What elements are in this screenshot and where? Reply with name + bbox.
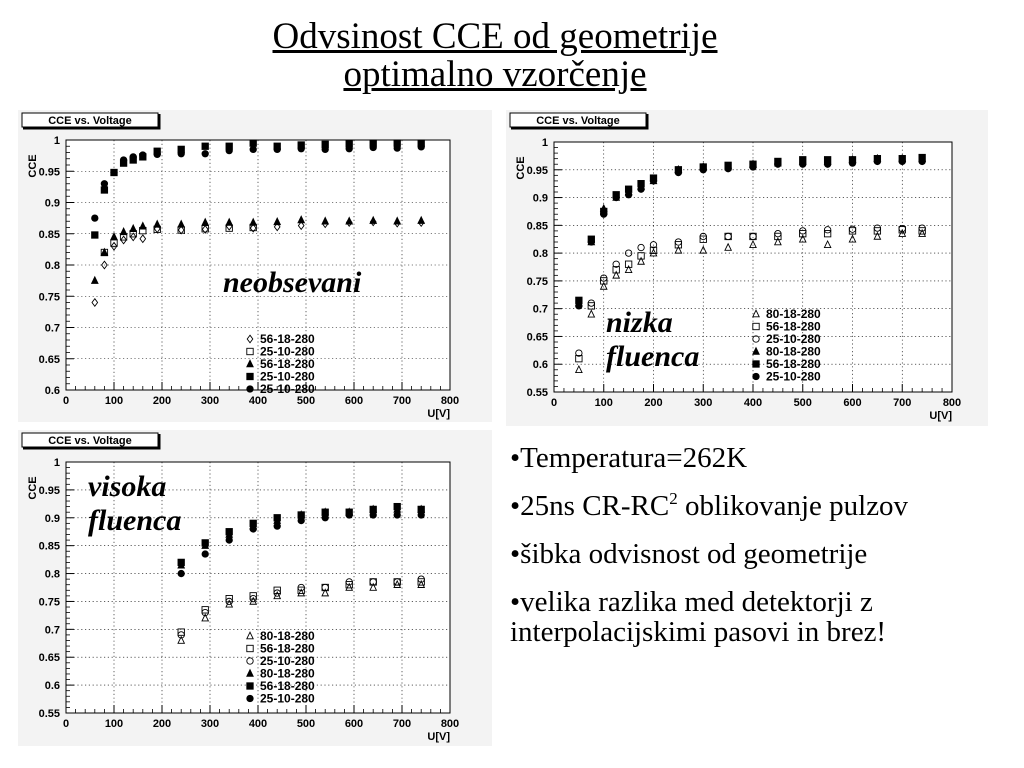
cce-chart-nizka-fluenca — [506, 110, 988, 426]
x-tick-label: 100 — [104, 395, 124, 407]
bullet-shaping-sup: 2 — [669, 489, 678, 508]
legend-marker — [247, 695, 253, 701]
data-point — [178, 559, 184, 565]
y-tick-label: 0.7 — [44, 322, 60, 335]
bullet-geometry: •šibka odvisnost od geometrije — [510, 538, 868, 570]
data-point — [370, 512, 376, 518]
data-point — [394, 145, 400, 151]
chart-title: CCE vs. Voltage — [48, 435, 132, 447]
x-tick-label: 500 — [296, 718, 316, 730]
data-point — [274, 146, 280, 152]
data-point — [725, 165, 731, 171]
x-tick-label: 200 — [152, 395, 172, 407]
data-point — [202, 151, 208, 157]
chart-annotation: neobsevani — [223, 266, 362, 299]
data-point — [130, 154, 136, 160]
data-point — [274, 515, 280, 521]
legend-marker — [247, 373, 253, 379]
y-tick-label: 0.8 — [44, 260, 60, 272]
x-tick-label: 800 — [440, 395, 460, 407]
data-point — [322, 515, 328, 521]
x-tick-label: 300 — [200, 395, 220, 407]
y-axis-label: CCE — [27, 154, 39, 178]
data-point — [250, 526, 256, 532]
y-axis-label: CCE — [27, 476, 39, 500]
data-point — [775, 161, 781, 167]
data-point — [800, 161, 806, 167]
x-tick-label: 600 — [344, 718, 364, 730]
y-tick-label: 0.85 — [526, 220, 548, 233]
data-point — [370, 144, 376, 150]
x-tick-label: 300 — [694, 397, 713, 409]
y-tick-label: 0.9 — [44, 197, 60, 210]
x-tick-label: 500 — [296, 395, 316, 407]
data-point — [322, 146, 328, 152]
y-tick-label: 0.6 — [532, 359, 548, 372]
data-point — [588, 239, 594, 245]
chart-panel-nizka-fluenca — [506, 110, 988, 426]
data-point — [675, 169, 681, 175]
y-tick-label: 0.65 — [38, 652, 60, 665]
data-point — [140, 152, 146, 158]
bullet-shaping — [510, 491, 990, 521]
x-tick-label: 800 — [942, 397, 962, 409]
y-tick-label: 0.7 — [532, 303, 548, 316]
data-point — [111, 169, 117, 175]
legend-label: 80-18-280 — [766, 344, 821, 359]
legend-label: 80-18-280 — [766, 307, 821, 321]
x-tick-label: 500 — [793, 397, 812, 409]
y-tick-label: 0.55 — [38, 708, 60, 720]
legend-label: 56-18-280 — [260, 679, 315, 693]
y-tick-label: 0.75 — [38, 291, 60, 304]
x-tick-label: 0 — [62, 395, 70, 407]
x-tick-label: 400 — [248, 718, 268, 730]
data-point — [202, 551, 208, 557]
slide-title-line2: optimalno vzorčenje — [343, 54, 647, 95]
data-point — [394, 503, 400, 509]
cce-chart-visoka-fluenca — [18, 430, 492, 746]
data-point — [418, 512, 424, 518]
data-point — [202, 540, 208, 546]
data-point — [576, 303, 582, 309]
chart-annotation: visoka — [88, 470, 167, 503]
x-tick-label: 700 — [893, 397, 912, 409]
chart-title: CCE vs. Voltage — [536, 115, 620, 127]
y-tick-label: 0.8 — [532, 248, 548, 261]
legend-label: 56-18-280 — [766, 357, 821, 371]
legend-label: 25-10-280 — [260, 344, 315, 359]
y-tick-label: 0.95 — [38, 484, 60, 497]
data-point — [226, 529, 232, 535]
data-point — [154, 151, 160, 157]
data-point — [120, 157, 126, 163]
chart-title: CCE vs. Voltage — [48, 115, 132, 127]
legend-label: 25-10-280 — [766, 369, 821, 384]
bullet-shaping-text: •25ns CR-RC — [510, 490, 670, 522]
x-tick-label: 0 — [62, 718, 70, 730]
y-tick-label: 0.75 — [38, 596, 60, 609]
legend-label: 25-10-280 — [260, 654, 315, 668]
x-tick-label: 200 — [644, 397, 663, 409]
data-point — [92, 215, 98, 221]
data-point — [298, 146, 304, 152]
data-point — [178, 151, 184, 157]
x-tick-label: 600 — [843, 397, 862, 409]
x-axis-label: U[V] — [929, 410, 952, 422]
y-tick-label: 1 — [541, 137, 548, 149]
y-tick-label: 0.65 — [38, 353, 60, 366]
data-point — [298, 517, 304, 523]
y-axis-label: CCE — [515, 156, 527, 180]
data-point — [226, 537, 232, 543]
data-point — [92, 232, 98, 238]
y-tick-label: 0.9 — [532, 192, 548, 205]
chart-annotation: fluenca — [606, 340, 700, 373]
data-point — [824, 161, 830, 167]
y-tick-label: 0.85 — [38, 540, 60, 553]
data-point — [101, 187, 107, 193]
data-point — [625, 192, 631, 198]
chart-annotation: nizka — [606, 306, 673, 339]
data-point — [250, 146, 256, 152]
data-point — [638, 186, 644, 192]
legend-marker — [247, 386, 253, 392]
y-tick-label: 0.55 — [526, 387, 548, 399]
data-point — [226, 147, 232, 153]
y-tick-label: 0.9 — [44, 512, 60, 525]
x-tick-label: 100 — [104, 718, 124, 730]
chart-panel-visoka-fluenca — [18, 430, 492, 746]
data-point — [250, 140, 256, 146]
x-tick-label: 700 — [392, 395, 412, 407]
bullet-difference: •velika razlika med detektorji z interpolacijskimi pasovi in brez! — [510, 586, 887, 648]
legend-marker — [753, 361, 759, 367]
legend-label: 25-10-280 — [766, 332, 821, 346]
x-tick-label: 400 — [743, 397, 763, 409]
legend-label: 56-18-280 — [260, 357, 315, 371]
data-point — [418, 144, 424, 150]
x-tick-label: 400 — [248, 395, 268, 407]
y-tick-label: 0.95 — [38, 166, 60, 179]
x-axis-label: U[V] — [427, 731, 450, 743]
y-tick-label: 0.8 — [44, 568, 60, 581]
data-point — [874, 158, 880, 164]
legend-marker — [247, 683, 253, 689]
y-tick-label: 0.95 — [526, 164, 548, 177]
y-tick-label: 0.85 — [38, 228, 60, 241]
legend-label: 25-10-280 — [260, 691, 315, 706]
x-tick-label: 800 — [440, 718, 460, 730]
legend-label: 56-18-280 — [260, 332, 315, 346]
data-point — [613, 194, 619, 200]
x-tick-label: 300 — [200, 718, 220, 730]
x-tick-label: 700 — [392, 718, 412, 730]
chart-annotation: fluenca — [88, 504, 182, 537]
legend-label: 80-18-280 — [260, 666, 315, 681]
y-tick-label: 0.65 — [526, 331, 548, 344]
data-point — [750, 164, 756, 170]
x-tick-label: 600 — [344, 395, 364, 407]
chart-panel-neobsevani — [18, 110, 492, 422]
data-point — [274, 523, 280, 529]
x-tick-label: 200 — [152, 718, 172, 730]
x-tick-label: 0 — [550, 397, 558, 409]
data-point — [346, 512, 352, 518]
x-axis-label: U[V] — [427, 408, 450, 420]
y-tick-label: 0.6 — [44, 680, 60, 693]
legend-marker — [753, 373, 759, 379]
data-point — [899, 158, 905, 164]
y-tick-label: 1 — [53, 457, 60, 469]
data-point — [650, 178, 656, 184]
y-tick-label: 0.6 — [44, 385, 60, 397]
legend-label: 80-18-280 — [260, 629, 315, 643]
bullet-shaping-text-after: oblikovanje pulzov — [677, 490, 909, 522]
data-point — [101, 181, 107, 187]
legend-label: 56-18-280 — [766, 319, 821, 334]
legend-label: 25-10-280 — [260, 382, 315, 396]
data-point — [346, 146, 352, 152]
legend-label: 56-18-280 — [260, 641, 315, 656]
y-tick-label: 0.75 — [526, 275, 548, 288]
y-tick-label: 0.7 — [44, 624, 60, 637]
x-tick-label: 100 — [594, 397, 613, 409]
bullet-list — [510, 443, 990, 665]
cce-chart-neobsevani — [18, 110, 492, 422]
data-point — [919, 158, 925, 164]
slide-title-line1: Odvsinost CCE od geometrije — [272, 16, 718, 57]
bullet-temperature: •Temperatura=262K — [510, 442, 748, 474]
data-point — [178, 570, 184, 576]
data-point — [202, 143, 208, 149]
data-point — [394, 512, 400, 518]
data-point — [700, 167, 706, 173]
y-tick-label: 1 — [53, 135, 60, 147]
data-point — [601, 211, 607, 217]
data-point — [849, 160, 855, 166]
legend-label: 25-10-280 — [260, 369, 315, 384]
